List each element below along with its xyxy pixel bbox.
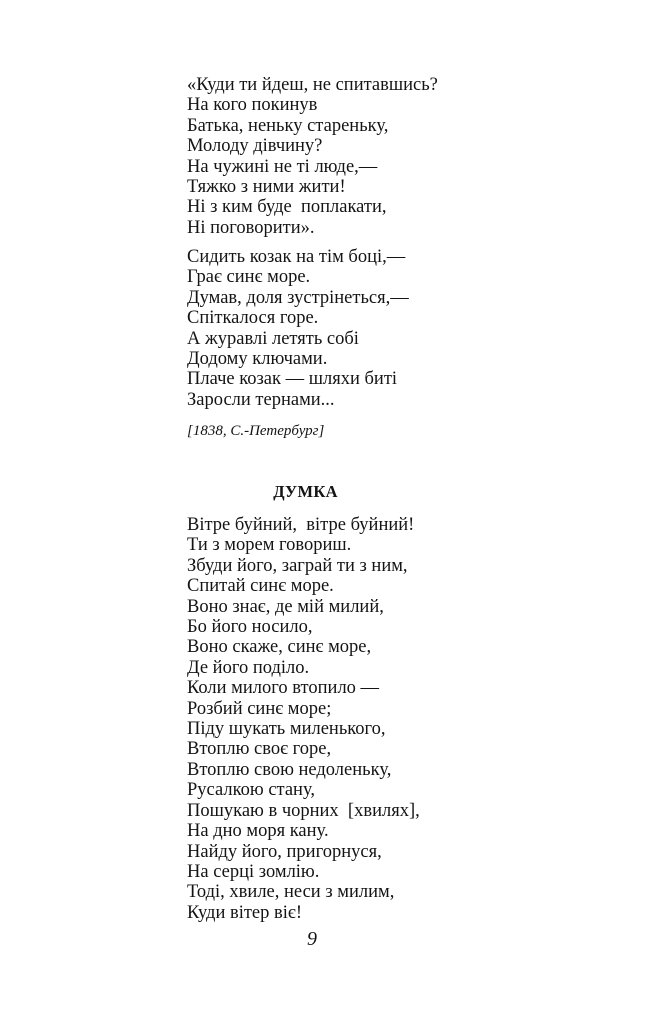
poem-stanza	[187, 247, 607, 410]
poem-stanza	[187, 515, 607, 923]
verse-line: Де його поділо.	[187, 657, 310, 678]
verse-line: Пошукаю в чорних [хвилях],	[187, 800, 420, 821]
verse-line: А журавлі летять собі	[187, 328, 359, 349]
page-number: 9	[307, 928, 317, 950]
verse-line: Спіткалося горе.	[187, 308, 319, 329]
verse-line: Батька, неньку стареньку,	[187, 115, 389, 136]
verse-line: Грає синє море.	[187, 267, 311, 288]
verse-line: Втоплю свою недоленьку,	[187, 759, 392, 780]
verse-line: На серці зомлію.	[187, 861, 320, 882]
verse-line: Тяжко з ними жити!	[187, 177, 346, 198]
poem-stanza	[187, 75, 607, 238]
verse-line: Плаче козак — шляхи биті	[187, 369, 398, 390]
verse-line: Найду його, пригорнуся,	[187, 841, 382, 862]
verse-line: Думав, доля зустрінеться,—	[187, 287, 409, 308]
verse-line: «Куди ти йдеш, не спитавшись?	[187, 75, 438, 95]
verse-line: На кого покинув	[187, 95, 318, 116]
verse-line: Тоді, хвиле, неси з милим,	[187, 882, 395, 903]
verse-line: Ти з морем говориш.	[187, 535, 352, 556]
verse-line: Сидить козак на тім боці,—	[187, 247, 406, 267]
verse-line: На дно моря кану.	[187, 821, 329, 842]
verse-line: Бо його носило,	[187, 617, 313, 638]
verse-line: Русалкою стану,	[187, 780, 315, 801]
verse-line: Воно скаже, синє море,	[187, 637, 372, 658]
verse-line: Молоду дівчину?	[187, 136, 323, 157]
poem-title: ДУМКА	[273, 482, 338, 501]
verse-line: Куди вітер віє!	[187, 902, 302, 923]
verse-line: Ні з ким буде поплакати,	[187, 197, 387, 218]
verse-line: Спитай синє море.	[187, 576, 334, 597]
verse-line: Додому ключами.	[187, 349, 328, 370]
verse-line: Воно знає, де мій милий,	[187, 596, 384, 617]
poem-dateline: [1838, С.-Петербург]	[187, 423, 325, 439]
verse-line: На чужині не ті люде,—	[187, 156, 378, 177]
verse-line: Ні поговорити».	[187, 217, 315, 238]
verse-line: Втоплю своє горе,	[187, 739, 332, 760]
verse-line: Збуди його, заграй ти з ним,	[187, 555, 408, 576]
verse-line: Заросли тернами...	[187, 389, 335, 410]
verse-line: Вітре буйний, вітре буйний!	[187, 515, 415, 535]
verse-line: Піду шукать миленького,	[187, 719, 386, 740]
verse-line: Коли милого втопило —	[187, 678, 380, 699]
verse-line: Розбий синє море;	[187, 698, 332, 719]
